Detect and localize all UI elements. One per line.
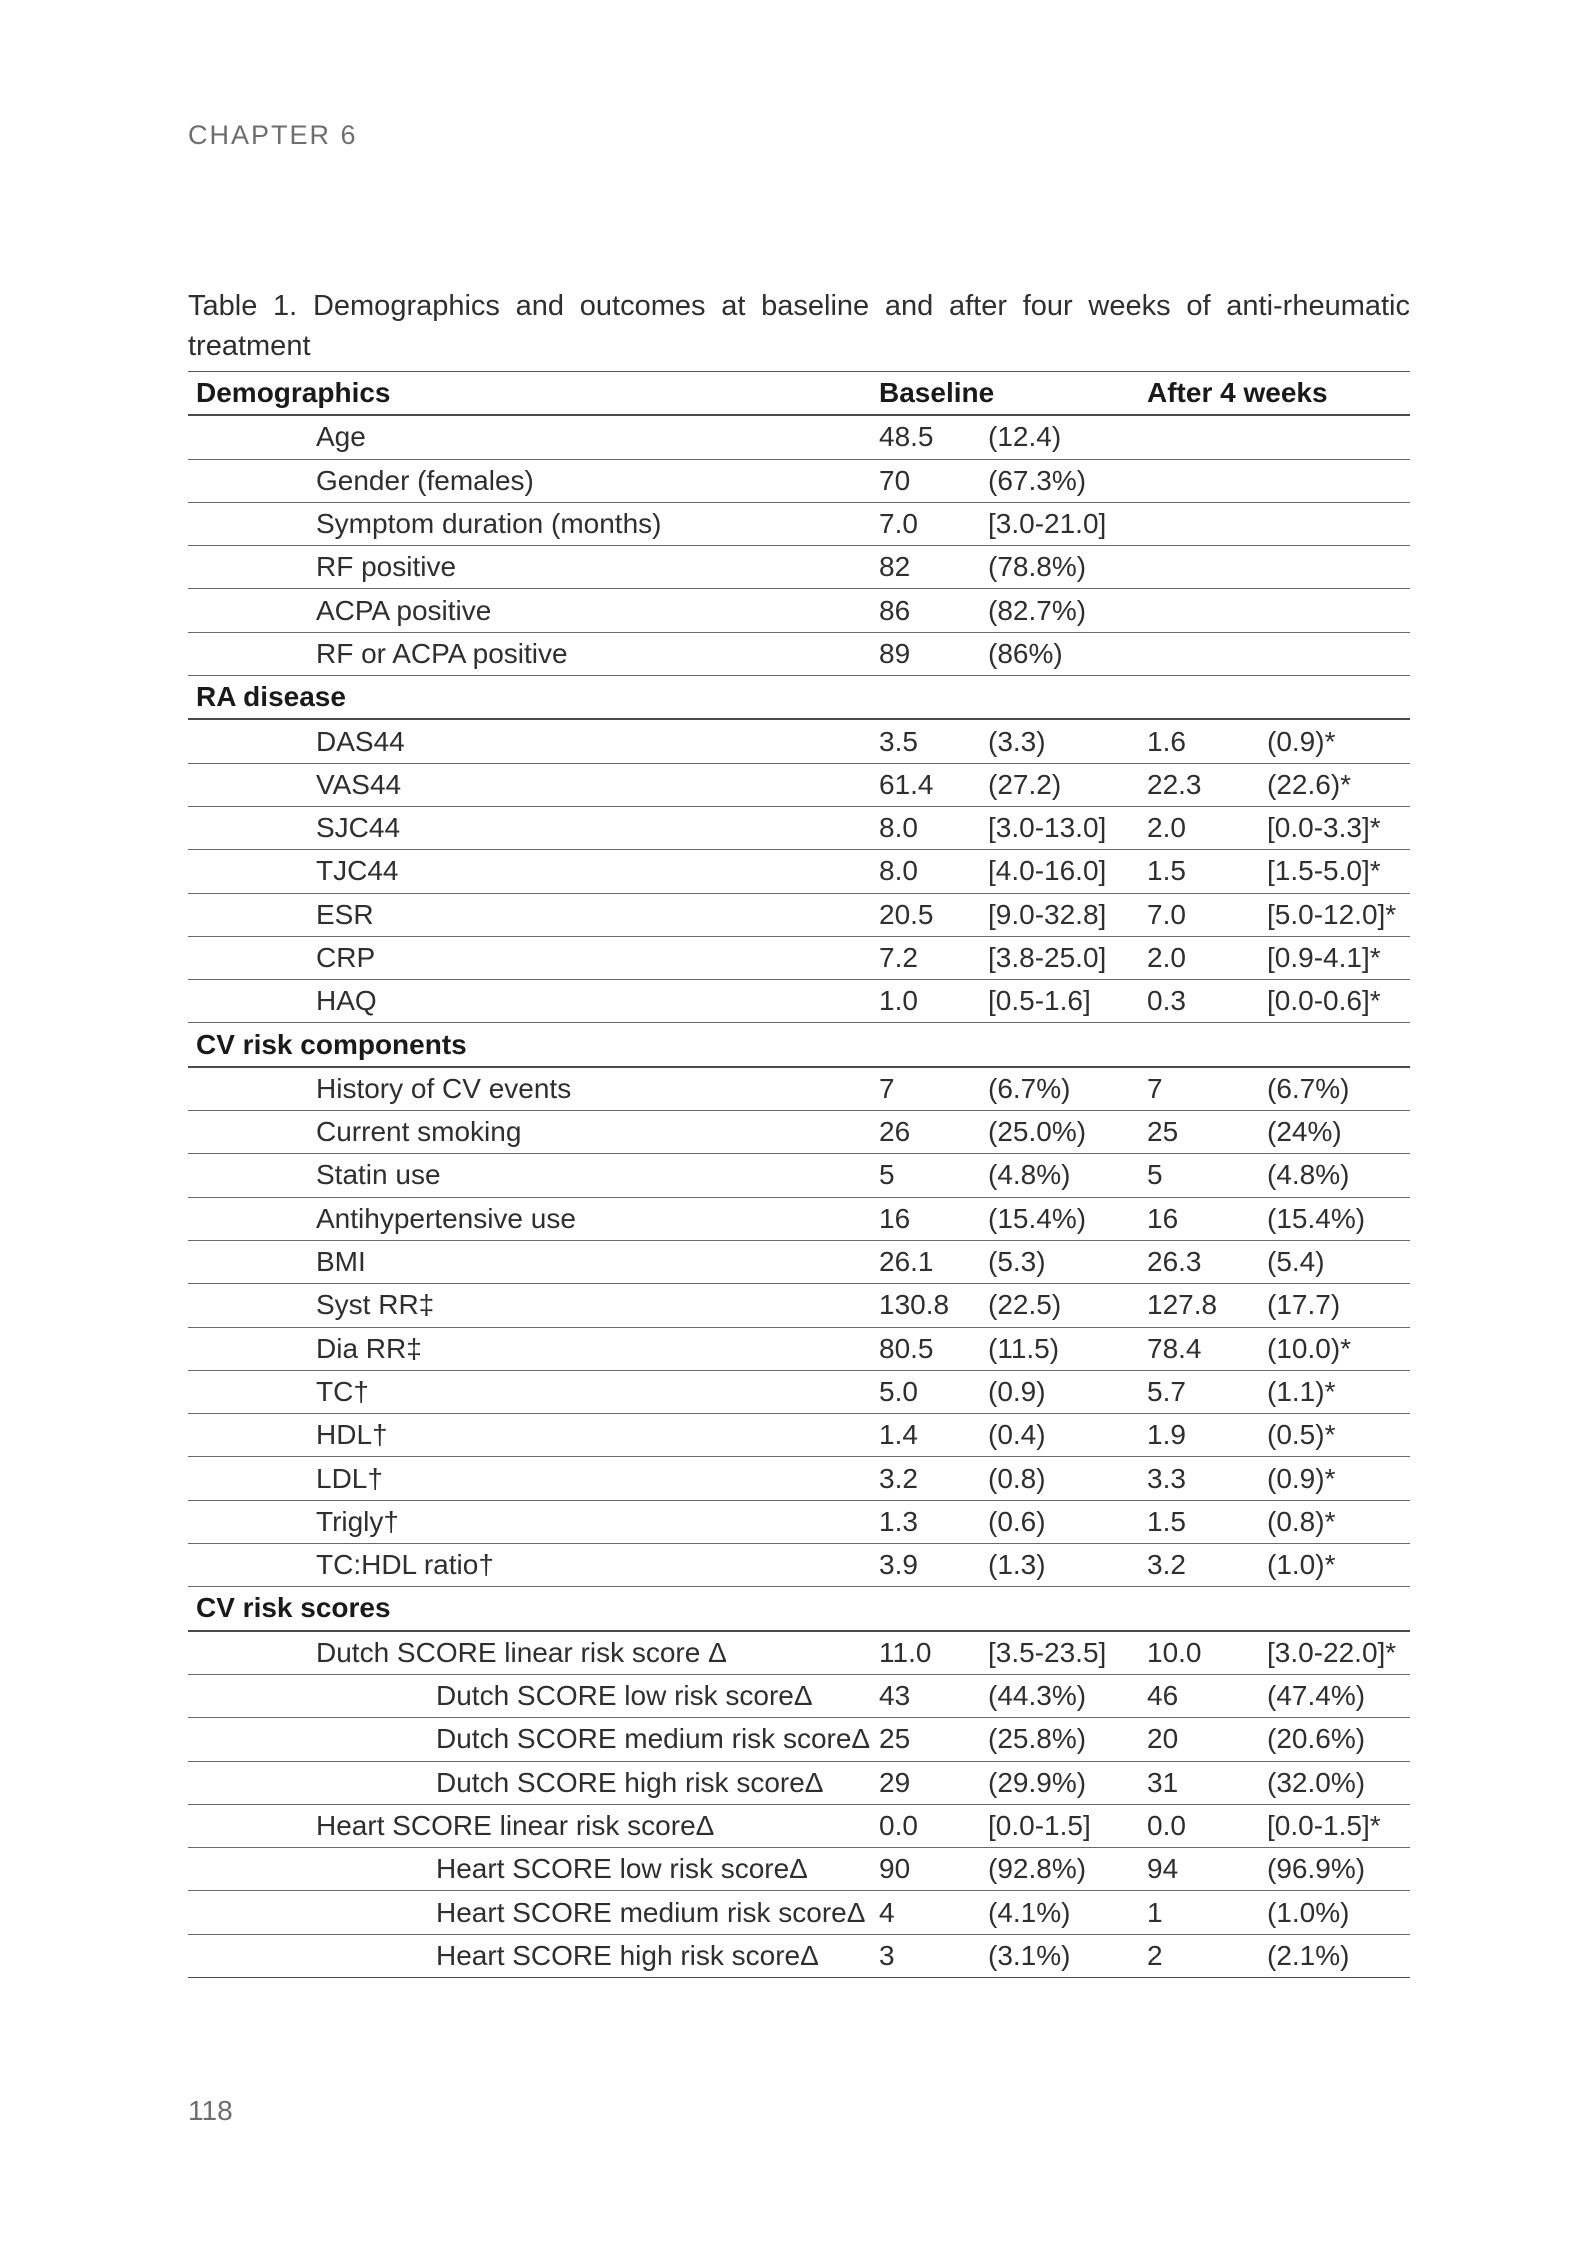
baseline-value: 11.0 [879, 1631, 988, 1675]
baseline-dispersion [988, 1587, 1147, 1631]
baseline-value: 61.4 [879, 763, 988, 806]
row-label: Age [188, 415, 879, 459]
after-value [1147, 415, 1267, 459]
baseline-value: 86 [879, 589, 988, 632]
after-value: 0.3 [1147, 980, 1267, 1023]
row-label: Statin use [188, 1154, 879, 1197]
baseline-dispersion: [9.0-32.8] [988, 893, 1147, 936]
after-value [1147, 459, 1267, 502]
baseline-dispersion: [0.5-1.6] [988, 980, 1147, 1023]
baseline-value: 7.2 [879, 936, 988, 979]
after-dispersion: (15.4%) [1267, 1197, 1410, 1240]
column-header-baseline: Baseline [879, 372, 988, 416]
baseline-dispersion: (11.5) [988, 1327, 1147, 1370]
section-title: CV risk components [188, 1023, 879, 1067]
baseline-dispersion: (3.3) [988, 719, 1147, 763]
baseline-dispersion: (27.2) [988, 763, 1147, 806]
baseline-dispersion: [3.5-23.5] [988, 1631, 1147, 1675]
after-value [1147, 502, 1267, 545]
baseline-value: 7 [879, 1067, 988, 1111]
section-header-row [188, 1023, 1410, 1067]
baseline-value: 130.8 [879, 1284, 988, 1327]
after-value: 3.2 [1147, 1544, 1267, 1587]
row-label: TC† [188, 1370, 879, 1413]
after-dispersion [1267, 676, 1410, 720]
baseline-dispersion: (4.1%) [988, 1891, 1147, 1934]
baseline-value: 90 [879, 1848, 988, 1891]
baseline-value: 1.0 [879, 980, 988, 1023]
row-label: LDL† [188, 1457, 879, 1500]
table-row [188, 502, 1410, 545]
baseline-value: 3.5 [879, 719, 988, 763]
table-caption: Table 1. Demographics and outcomes at baseline and after four weeks of anti-rheumatic treatment [188, 290, 1410, 362]
table-row [188, 1631, 1410, 1675]
baseline-value: 26.1 [879, 1240, 988, 1283]
baseline-value: 48.5 [879, 415, 988, 459]
baseline-dispersion [988, 676, 1147, 720]
table-row [188, 719, 1410, 763]
column-header-after: After 4 weeks [1147, 372, 1267, 416]
after-dispersion: [0.9-4.1]* [1267, 936, 1410, 979]
table-row [188, 459, 1410, 502]
after-value: 94 [1147, 1848, 1267, 1891]
table-row [188, 1370, 1410, 1413]
after-value: 3.3 [1147, 1457, 1267, 1500]
baseline-dispersion: (0.6) [988, 1500, 1147, 1543]
baseline-value: 3 [879, 1934, 988, 1977]
after-value: 78.4 [1147, 1327, 1267, 1370]
after-value: 46 [1147, 1674, 1267, 1717]
after-value: 1.5 [1147, 850, 1267, 893]
baseline-dispersion: (67.3%) [988, 459, 1147, 502]
after-value [1147, 589, 1267, 632]
after-dispersion: (17.7) [1267, 1284, 1410, 1327]
baseline-value: 8.0 [879, 850, 988, 893]
after-value: 26.3 [1147, 1240, 1267, 1283]
baseline-value: 5 [879, 1154, 988, 1197]
after-dispersion: (20.6%) [1267, 1718, 1410, 1761]
after-value: 1.9 [1147, 1414, 1267, 1457]
table-row [188, 1934, 1410, 1977]
after-dispersion: [3.0-22.0]* [1267, 1631, 1410, 1675]
baseline-value: 1.3 [879, 1500, 988, 1543]
after-dispersion: [5.0-12.0]* [1267, 893, 1410, 936]
baseline-value: 8.0 [879, 806, 988, 849]
after-dispersion: (0.5)* [1267, 1414, 1410, 1457]
demographics-table [188, 371, 1410, 1978]
row-label: BMI [188, 1240, 879, 1283]
after-value: 5 [1147, 1154, 1267, 1197]
after-dispersion [1267, 459, 1410, 502]
baseline-value: 4 [879, 1891, 988, 1934]
row-label: Dutch SCORE high risk scoreΔ [188, 1761, 879, 1804]
row-label: CRP [188, 936, 879, 979]
table-row [188, 1804, 1410, 1847]
baseline-dispersion: (4.8%) [988, 1154, 1147, 1197]
baseline-dispersion: [3.0-13.0] [988, 806, 1147, 849]
row-label: VAS44 [188, 763, 879, 806]
table-row [188, 1848, 1410, 1891]
after-value [1147, 1023, 1267, 1067]
baseline-dispersion: (12.4) [988, 415, 1147, 459]
row-label: RF positive [188, 546, 879, 589]
table-row [188, 763, 1410, 806]
baseline-value: 89 [879, 632, 988, 675]
baseline-value: 0.0 [879, 1804, 988, 1847]
row-label: Dutch SCORE linear risk score Δ [188, 1631, 879, 1675]
after-dispersion: (4.8%) [1267, 1154, 1410, 1197]
row-label: SJC44 [188, 806, 879, 849]
row-label: Dutch SCORE medium risk scoreΔ [188, 1718, 879, 1761]
table-row [188, 589, 1410, 632]
table-row [188, 1067, 1410, 1111]
row-label: Heart SCORE linear risk scoreΔ [188, 1804, 879, 1847]
row-label: Dutch SCORE low risk scoreΔ [188, 1674, 879, 1717]
section-header-row [188, 1587, 1410, 1631]
table-row [188, 1197, 1410, 1240]
row-label: Trigly† [188, 1500, 879, 1543]
baseline-dispersion [988, 1023, 1147, 1067]
after-value: 16 [1147, 1197, 1267, 1240]
after-dispersion: [0.0-0.6]* [1267, 980, 1410, 1023]
table-row [188, 1761, 1410, 1804]
after-dispersion: (5.4) [1267, 1240, 1410, 1283]
row-label: Dia RR‡ [188, 1327, 879, 1370]
baseline-value: 16 [879, 1197, 988, 1240]
table-row [188, 1891, 1410, 1934]
after-dispersion [1267, 1587, 1410, 1631]
after-dispersion [1267, 1023, 1410, 1067]
row-label: TC:HDL ratio† [188, 1544, 879, 1587]
after-dispersion: (47.4%) [1267, 1674, 1410, 1717]
after-dispersion [1267, 632, 1410, 675]
baseline-dispersion: [4.0-16.0] [988, 850, 1147, 893]
table-row [188, 1500, 1410, 1543]
section-title: Demographics [188, 372, 879, 416]
after-value: 0.0 [1147, 1804, 1267, 1847]
baseline-dispersion: (0.9) [988, 1370, 1147, 1413]
after-dispersion [1267, 546, 1410, 589]
row-label: Gender (females) [188, 459, 879, 502]
after-value [1147, 676, 1267, 720]
baseline-dispersion: (0.4) [988, 1414, 1147, 1457]
after-dispersion: (1.0%) [1267, 1891, 1410, 1934]
table-row [188, 1674, 1410, 1717]
baseline-dispersion: (29.9%) [988, 1761, 1147, 1804]
after-value: 127.8 [1147, 1284, 1267, 1327]
baseline-dispersion: (78.8%) [988, 546, 1147, 589]
after-dispersion: (0.8)* [1267, 1500, 1410, 1543]
baseline-value: 5.0 [879, 1370, 988, 1413]
chapter-heading: CHAPTER 6 [188, 120, 358, 150]
after-dispersion: (2.1%) [1267, 1934, 1410, 1977]
table-row [188, 1111, 1410, 1154]
table-row [188, 1457, 1410, 1500]
baseline-dispersion: (92.8%) [988, 1848, 1147, 1891]
table-row [188, 1284, 1410, 1327]
after-value: 7.0 [1147, 893, 1267, 936]
row-label: TJC44 [188, 850, 879, 893]
table-row [188, 1414, 1410, 1457]
baseline-value: 3.2 [879, 1457, 988, 1500]
baseline-value: 82 [879, 546, 988, 589]
baseline-dispersion: (6.7%) [988, 1067, 1147, 1111]
row-label: DAS44 [188, 719, 879, 763]
after-dispersion: [1.5-5.0]* [1267, 850, 1410, 893]
row-label: Heart SCORE low risk scoreΔ [188, 1848, 879, 1891]
baseline-value: 26 [879, 1111, 988, 1154]
baseline-dispersion: (1.3) [988, 1544, 1147, 1587]
row-label: Current smoking [188, 1111, 879, 1154]
after-value [1147, 546, 1267, 589]
after-dispersion: (6.7%) [1267, 1067, 1410, 1111]
after-dispersion [1267, 502, 1410, 545]
baseline-value [879, 1023, 988, 1067]
table-row [188, 1240, 1410, 1283]
after-dispersion: (96.9%) [1267, 1848, 1410, 1891]
table-row [188, 893, 1410, 936]
row-label: Heart SCORE medium risk scoreΔ [188, 1891, 879, 1934]
table-row [188, 546, 1410, 589]
after-dispersion: (0.9)* [1267, 719, 1410, 763]
after-value: 22.3 [1147, 763, 1267, 806]
table-row [188, 1718, 1410, 1761]
after-value [1147, 1587, 1267, 1631]
after-dispersion [1267, 589, 1410, 632]
baseline-dispersion: (44.3%) [988, 1674, 1147, 1717]
baseline-dispersion: (3.1%) [988, 1934, 1147, 1977]
baseline-dispersion: (25.0%) [988, 1111, 1147, 1154]
baseline-dispersion: [0.0-1.5] [988, 1804, 1147, 1847]
section-header-row [188, 676, 1410, 720]
row-label: Syst RR‡ [188, 1284, 879, 1327]
after-dispersion: (22.6)* [1267, 763, 1410, 806]
after-value: 10.0 [1147, 1631, 1267, 1675]
after-value: 1 [1147, 1891, 1267, 1934]
table-row [188, 1327, 1410, 1370]
table-row [188, 936, 1410, 979]
table-row [188, 980, 1410, 1023]
table-row [188, 850, 1410, 893]
table-row [188, 415, 1410, 459]
baseline-dispersion: (86%) [988, 632, 1147, 675]
after-value: 7 [1147, 1067, 1267, 1111]
row-label: RF or ACPA positive [188, 632, 879, 675]
baseline-dispersion: (82.7%) [988, 589, 1147, 632]
baseline-dispersion: [3.8-25.0] [988, 936, 1147, 979]
after-dispersion: (32.0%) [1267, 1761, 1410, 1804]
after-value: 31 [1147, 1761, 1267, 1804]
baseline-dispersion [988, 372, 1147, 416]
row-label: ACPA positive [188, 589, 879, 632]
after-dispersion: (10.0)* [1267, 1327, 1410, 1370]
baseline-value: 3.9 [879, 1544, 988, 1587]
baseline-dispersion: (15.4%) [988, 1197, 1147, 1240]
baseline-value: 43 [879, 1674, 988, 1717]
after-value: 2.0 [1147, 806, 1267, 849]
table-row [188, 1154, 1410, 1197]
baseline-dispersion: (25.8%) [988, 1718, 1147, 1761]
baseline-dispersion: (0.8) [988, 1457, 1147, 1500]
baseline-dispersion: [3.0-21.0] [988, 502, 1147, 545]
table-row [188, 806, 1410, 849]
baseline-value: 20.5 [879, 893, 988, 936]
row-label: Heart SCORE high risk scoreΔ [188, 1934, 879, 1977]
section-title: RA disease [188, 676, 879, 720]
after-dispersion: (24%) [1267, 1111, 1410, 1154]
row-label: Antihypertensive use [188, 1197, 879, 1240]
row-label: HDL† [188, 1414, 879, 1457]
table-body [188, 372, 1410, 1978]
row-label: Symptom duration (months) [188, 502, 879, 545]
page-number: 118 [188, 2095, 233, 2126]
baseline-dispersion: (22.5) [988, 1284, 1147, 1327]
baseline-value: 29 [879, 1761, 988, 1804]
after-value: 5.7 [1147, 1370, 1267, 1413]
after-value: 1.6 [1147, 719, 1267, 763]
section-header-row [188, 372, 1410, 416]
baseline-value [879, 1587, 988, 1631]
row-label: ESR [188, 893, 879, 936]
after-value: 20 [1147, 1718, 1267, 1761]
baseline-dispersion: (5.3) [988, 1240, 1147, 1283]
after-dispersion: (1.0)* [1267, 1544, 1410, 1587]
baseline-value: 80.5 [879, 1327, 988, 1370]
baseline-value: 70 [879, 459, 988, 502]
after-value [1147, 632, 1267, 675]
after-dispersion: [0.0-1.5]* [1267, 1804, 1410, 1847]
after-dispersion: (0.9)* [1267, 1457, 1410, 1500]
baseline-value: 1.4 [879, 1414, 988, 1457]
table-row [188, 632, 1410, 675]
after-value: 25 [1147, 1111, 1267, 1154]
baseline-value: 7.0 [879, 502, 988, 545]
after-dispersion [1267, 415, 1410, 459]
after-value: 1.5 [1147, 1500, 1267, 1543]
baseline-value [879, 676, 988, 720]
after-value: 2 [1147, 1934, 1267, 1977]
row-label: History of CV events [188, 1067, 879, 1111]
baseline-value: 25 [879, 1718, 988, 1761]
section-title: CV risk scores [188, 1587, 879, 1631]
after-dispersion: [0.0-3.3]* [1267, 806, 1410, 849]
table-row [188, 1544, 1410, 1587]
row-label: HAQ [188, 980, 879, 1023]
after-value: 2.0 [1147, 936, 1267, 979]
after-dispersion: (1.1)* [1267, 1370, 1410, 1413]
